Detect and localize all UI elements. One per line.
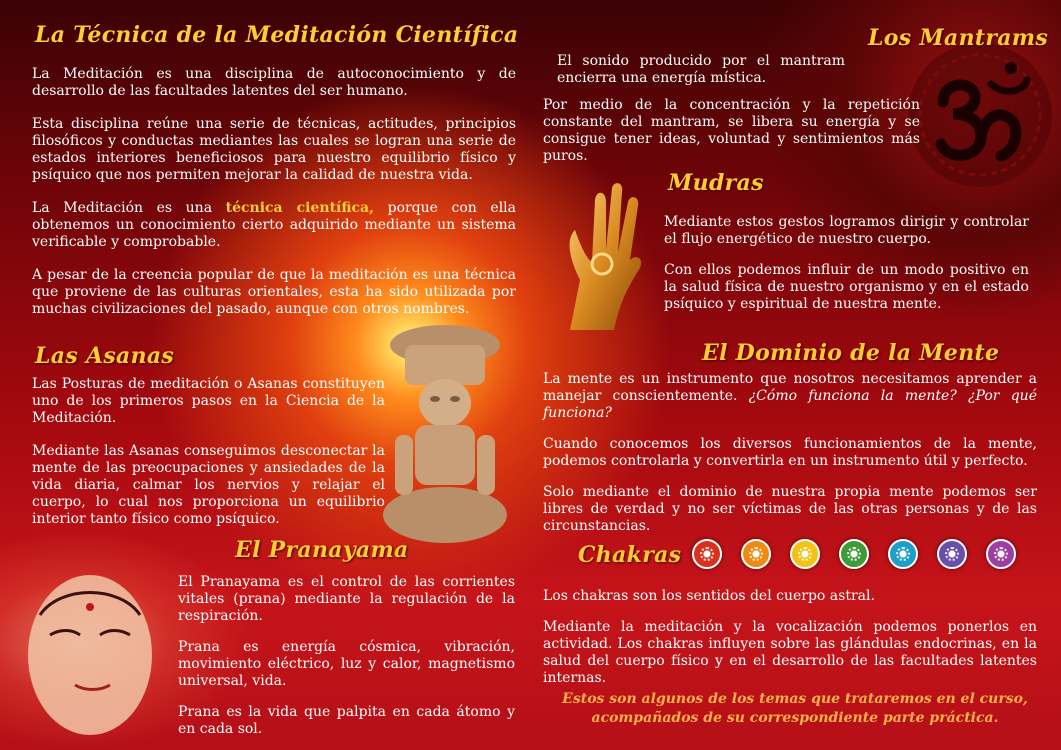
asanas-heading: Las Asanas xyxy=(35,343,175,369)
mudras-heading: Mudras xyxy=(668,170,764,196)
mantrams-p1: El sonido producido por el mantram encierra una energía mística. xyxy=(557,53,845,86)
pranayama-text xyxy=(178,574,515,738)
dominio-heading: El Dominio de la Mente xyxy=(702,340,1000,366)
chakra-third-eye-icon xyxy=(937,539,967,569)
asanas-p2: Mediante las Asanas conseguimos desconectar la mente de las preocupaciones y ansiedades de la vida diaria, calmar los nervios y relajar el cuerpo, lo cual nos proporciona un equilibrio interior tanto físico como psíquico. xyxy=(32,443,385,527)
course-footer-note: Estos son algunos de los temas que trataremos en el curso, acompañados de su correspondiente parte práctica. xyxy=(562,691,1028,726)
pranayama-p1: El Pranayama es el control de las corrientes vitales (prana) mediante la regulación de la respiración. xyxy=(178,574,515,624)
dominio-text xyxy=(543,371,1037,535)
mudra-hand-image xyxy=(540,180,655,340)
dominio-p3: Solo mediante el dominio de nuestra propia mente podemos ser libres de verdad y no ser víctimas de las otras personas y de las circunstancias. xyxy=(543,484,1037,534)
mantrams-text-2 xyxy=(543,97,920,165)
chakra-root-icon xyxy=(692,539,722,569)
meditacion-text xyxy=(32,66,516,318)
chakra-heart-icon xyxy=(839,539,869,569)
chakras-heading: Chakras xyxy=(578,542,682,568)
asanas-text xyxy=(32,376,385,528)
pranayama-heading: El Pranayama xyxy=(235,537,409,563)
asanas-p1: Las Posturas de meditación o Asanas constituyen uno de los primeros pasos en la Ciencia de la Meditación. xyxy=(32,376,385,426)
chakra-throat-icon xyxy=(888,539,918,569)
dominio-p1-before: La mente es un instrumento que nosotros necesitamos aprender a manejar conscientemente. xyxy=(543,371,1037,404)
mantrams-p2: Por medio de la concentración y la repetición constante del mantram, se libera su energía y se consigue tener ideas, voluntad y sentimientos más puros. xyxy=(543,97,920,164)
meditacion-p3-before: La Meditación es una xyxy=(32,200,226,216)
dominio-p2: Cuando conocemos los diversos funcionamientos de la mente, podemos controlarla y convertirla en un instrumento útil y perfecto. xyxy=(543,436,1037,469)
meditacion-heading: La Técnica de la Meditación Científica xyxy=(35,22,519,48)
mantrams-heading: Los Mantrams xyxy=(868,25,1049,51)
tecnica-cientifica-highlight: técnica científica, xyxy=(225,200,375,216)
chakras-text xyxy=(543,588,1037,687)
meditacion-p3-after: porque con ella obtenemos un conocimiento cierto adquirido mediante un sistema verificable y comprobable. xyxy=(32,200,516,250)
pranayama-p3: Prana es la vida que palpita en cada átomo y en cada sol. xyxy=(178,704,515,737)
meditacion-p2: Esta disciplina reúne una serie de técnicas, actitudes, principios filosóficos y conductas mediantes las cuales se logran una serie de estados interiores beneficiosos para nuestro equilibrio físico y psíquico que nos permiten mejorar la calidad de nuestra vida. xyxy=(32,116,516,183)
dominio-question: ¿Cómo funciona la mente? ¿Por qué funciona? xyxy=(543,388,1037,421)
chakra-sacral-icon xyxy=(741,539,771,569)
mudras-p1: Mediante estos gestos logramos dirigir y controlar el flujo energético de nuestro cuerpo. xyxy=(664,214,1029,247)
meditacion-p4: A pesar de la creencia popular de que la meditación es una técnica que proviene de las culturas orientales, esta ha sido utilizada por muchas civilizaciones del pasado, aunque con otros nombres. xyxy=(32,267,516,317)
chakra-solar-plexus-icon xyxy=(790,539,820,569)
meditacion-p3 xyxy=(32,200,516,251)
chakras-p1: Los chakras son los sentidos del cuerpo astral. xyxy=(543,588,875,604)
mudras-text xyxy=(664,214,1029,313)
chakras-p2: Mediante la meditación y la vocalización podemos ponerlos en actividad. Los chakras influyen sobre las glándulas endocrinas, en la salud del cuerpo físico y en el desarrollo de las facultades latentes internas. xyxy=(543,619,1037,686)
buddha-face-image xyxy=(0,545,175,750)
mudras-p2: Con ellos podemos influir de un modo positivo en la salud física de nuestro organismo y en el estado psíquico y espiritual de nuestra mente. xyxy=(664,262,1029,312)
om-symbol-icon xyxy=(905,40,1055,190)
dominio-p1 xyxy=(543,371,1037,422)
mantrams-text xyxy=(557,53,845,87)
chakra-crown-icon xyxy=(986,539,1016,569)
meditacion-p1: La Meditación es una disciplina de autoconocimiento y de desarrollo de las facultades latentes del ser humano. xyxy=(32,66,516,99)
pranayama-p2: Prana es energía cósmica, vibración, movimiento eléctrico, luz y calor, magnetismo universal, vida. xyxy=(178,639,515,689)
statue-image xyxy=(375,325,515,555)
